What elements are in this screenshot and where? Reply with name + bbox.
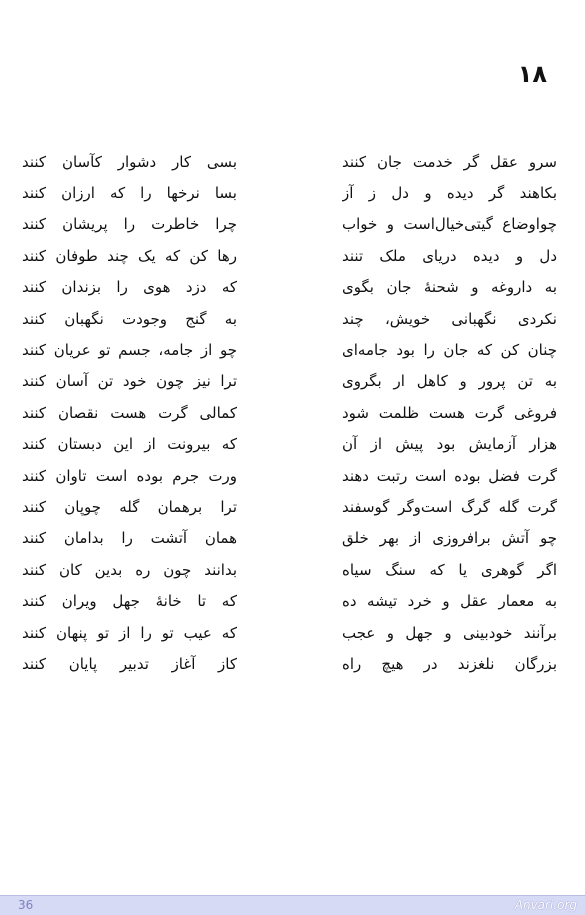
footer-site-logo: Anvari.org bbox=[514, 898, 577, 912]
verse-right-hemistich: گرت گله گرگ است‌وگر گوسفند bbox=[342, 497, 557, 516]
verse-left-hemistich: کمالی گرت هست نقصان کنند bbox=[22, 403, 237, 422]
verse-left-hemistich: همان آتشت را بدامان کنند bbox=[22, 529, 237, 548]
verse-left-hemistich: بسا نرخها را که ارزان کنند bbox=[22, 184, 237, 203]
verse-right-hemistich: گرت فضل بوده است رتبت دهند bbox=[342, 466, 557, 485]
verse-left-hemistich: ترا برهمان گله چوپان کنند bbox=[22, 497, 237, 516]
verse-row bbox=[22, 585, 557, 616]
verse-left-hemistich: که دزد هوی را بزندان کنند bbox=[22, 278, 237, 297]
verse-left-hemistich: کاز آغاز تدبیر پایان کنند bbox=[22, 654, 237, 673]
verse-left-hemistich: که تا خانهٔ جهل ویران کنند bbox=[22, 592, 237, 611]
verse-left-hemistich: چرا خاطرت را پریشان کنند bbox=[22, 215, 237, 234]
verse-row bbox=[22, 491, 557, 522]
verse-row bbox=[22, 240, 557, 271]
verse-row bbox=[22, 648, 557, 679]
verse-row bbox=[22, 429, 557, 460]
verse-right-hemistich: به داروغه و شحنهٔ جان بگوی bbox=[342, 278, 557, 297]
verse-left-hemistich: که بیرونت از این دبستان کنند bbox=[22, 435, 237, 454]
verse-row bbox=[22, 303, 557, 334]
verse-right-hemistich: برآنند خودبینی و جهل و عجب bbox=[342, 623, 557, 642]
verse-left-hemistich: رها کن که یک چند طوفان کنند bbox=[22, 246, 237, 265]
verse-row bbox=[22, 366, 557, 397]
footer-bar bbox=[0, 895, 585, 915]
verse-row bbox=[22, 460, 557, 491]
verse-row bbox=[22, 397, 557, 428]
verse-left-hemistich: به گنج وجودت نگهبان کنند bbox=[22, 309, 237, 328]
verse-row bbox=[22, 146, 557, 177]
verse-left-hemistich: بدانند چون ره بدین کان کنند bbox=[22, 560, 237, 579]
verse-right-hemistich: به تن پرور و کاهل ار بگروی bbox=[342, 372, 557, 391]
verse-left-hemistich: ورت جرم بوده است تاوان کنند bbox=[22, 466, 237, 485]
verse-right-hemistich: چو آتش برافروزی از بهر خلق bbox=[342, 529, 557, 548]
verse-left-hemistich: ترا نیز چون خود تن آسان کنند bbox=[22, 372, 237, 391]
verse-row bbox=[22, 523, 557, 554]
verse-row bbox=[22, 272, 557, 303]
page-number: ۱۸ bbox=[517, 60, 547, 88]
verse-row bbox=[22, 177, 557, 208]
verse-right-hemistich: فروغی گرت هست ظلمت شود bbox=[342, 403, 557, 422]
footer-page-number: 36 bbox=[18, 898, 34, 912]
verse-right-hemistich: بکاهند گر دیده و دل ز آز bbox=[342, 184, 557, 203]
verse-row bbox=[22, 334, 557, 365]
verse-left-hemistich: بسی کار دشوار کآسان کنند bbox=[22, 152, 237, 171]
verse-right-hemistich: هزار آزمایش بود پیش از آن bbox=[342, 435, 557, 454]
verse-right-hemistich: چنان کن که جان را بود جامه‌ای bbox=[342, 341, 557, 360]
verse-row bbox=[22, 554, 557, 585]
verse-left-hemistich: که عیب تو را از تو پنهان کنند bbox=[22, 623, 237, 642]
verse-right-hemistich: به معمار عقل و خرد تیشه ده bbox=[342, 592, 557, 611]
poem bbox=[22, 146, 557, 680]
verse-right-hemistich: سرو عقل گر خدمت جان کنند bbox=[342, 152, 557, 171]
verse-right-hemistich: اگر گوهری یا که سنگ سیاه bbox=[342, 560, 557, 579]
verse-row bbox=[22, 617, 557, 648]
verse-row bbox=[22, 209, 557, 240]
verse-left-hemistich: چو از جامه، جسم تو عریان کنند bbox=[22, 341, 237, 360]
verse-right-hemistich: بزرگان نلغزند در هیچ راه bbox=[342, 654, 557, 673]
verse-right-hemistich: نکردی نگهبانی خویش، چند bbox=[342, 309, 557, 328]
verse-right-hemistich: چواوضاع گیتی‌خیال‌است و خواب bbox=[342, 215, 557, 234]
verse-right-hemistich: دل و دیده دریای ملک تنند bbox=[342, 246, 557, 265]
